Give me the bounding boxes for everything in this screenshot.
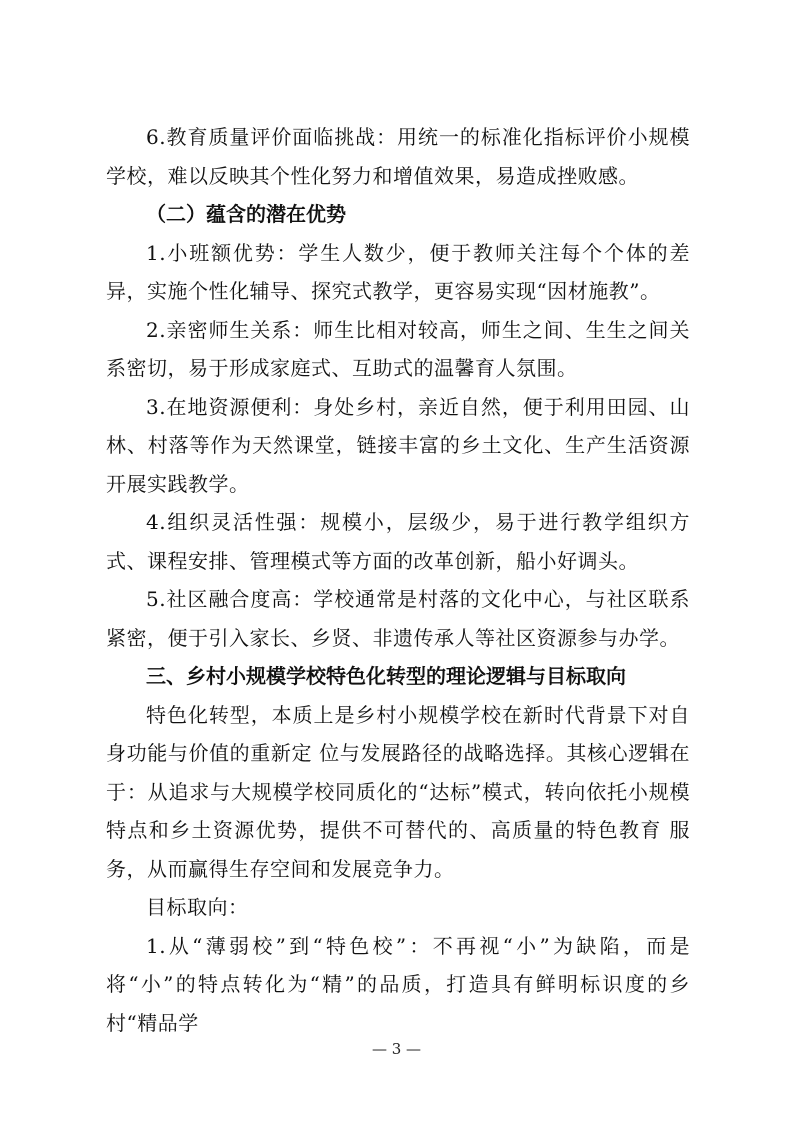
subheading-potential-advantages: （二）蕴含的潜在优势 (146, 202, 346, 226)
paragraph-local-resources: 3.在地资源便利：身处乡村，亲近自然，便于利用田园、山林、村落等作为天然课堂，链接丰富的乡土文化、生产生活资源开展实践教学。 (106, 394, 690, 496)
paragraph-quality-evaluation: 6.教育质量评价面临挑战：用统一的标准化指标评价小规模学校，难以反映其个性化努力和增值效果，易造成挫败感。 (106, 125, 690, 188)
paragraph-community-integration: 5.社区融合度高：学校通常是村落的文化中心，与社区联系紧密，便于引入家长、乡贤、非遗传承人等社区资源参与办学。 (106, 587, 690, 650)
paragraph-transformation-logic: 特色化转型，本质上是乡村小规模学校在新时代背景下对自身功能与价值的重新定 位与发展路径的战略选择。其核心逻辑在于：从追求与大规模学校同质化的“达标”模式，转向依托小规模特点和乡土资源优势，提供不可替代的、高质量的特色教育 服务，从而赢得生存空间和发展竞争力。 (106, 702, 690, 881)
paragraph-weak-to-featured: 1.从“薄弱校”到“特色校”：不再视“小”为缺陷，而是将“小”的特点转化为“精”的品质，打造具有鲜明标识度的乡村“精品学 (106, 933, 690, 1035)
paragraph-teacher-student: 2.亲密师生关系：师生比相对较高，师生之间、生生之间关系密切，易于形成家庭式、互助式的温馨育人氛围。 (106, 317, 690, 380)
paragraph-flexible-organization: 4.组织灵活性强：规模小，层级少，易于进行教学组织方式、课程安排、管理模式等方面的改革创新，船小好调头。 (106, 510, 690, 573)
document-body (106, 118, 690, 1042)
section-heading-three: 三、乡村小规模学校特色化转型的理论逻辑与目标取向 (146, 664, 626, 688)
page-number: — 3 — (371, 1040, 422, 1058)
paragraph-small-class: 1.小班额优势：学生人数少，便于教师关注每个个体的差异，实施个性化辅导、探究式教学，更容易实现“因材施教”。 (106, 240, 690, 303)
paragraph-goal-orientation-label: 目标取向： (146, 895, 249, 919)
